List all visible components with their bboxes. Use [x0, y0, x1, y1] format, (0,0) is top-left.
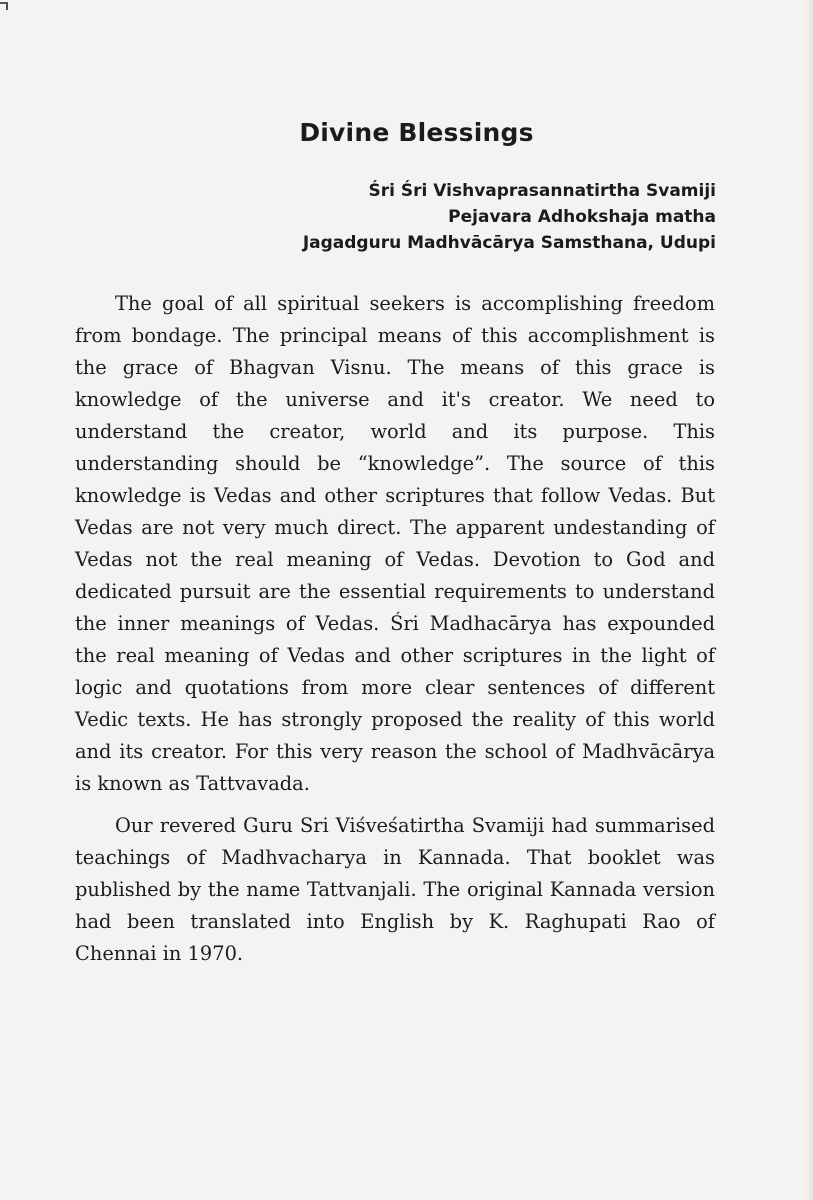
paragraph-1: The goal of all spiritual seekers is accomplishing freedom from bondage. The principal means of this accomplishment is the grace of Bhagvan Visnu. The means of this grace is knowledge of the universe and it's creator. We need to understand the creator, world and its purpose. This understanding should be “knowledge”. The source of this knowledge is Vedas and other scriptures that follow Vedas. But Vedas are not very much direct. The apparent undestanding of Vedas not the real meaning of Vedas. Devotion to God and dedicated pursuit are the essential requirements to understand the inner meanings of Vedas. Śri Madhacārya has expounded the real meaning of Vedas and other scriptures in the light of logic and quotations from more clear sentences of different Vedic texts. He has strongly proposed the reality of this world and its creator. For this very reason the school of Madhvācārya is known as Tattvavada. [75, 292, 715, 795]
body-text [75, 288, 715, 970]
author-block [303, 178, 716, 256]
page-corner-mark [0, 0, 12, 12]
paragraph-2: Our revered Guru Sri Viśveśatirtha Svamiji had summarised teachings of Madhvacharya in Kannada. That booklet was published by the name Tattvanjali. The original Kannada version had been translated into English by K. Raghupati Rao of Chennai in 1970. [75, 814, 715, 965]
page-title: Divine Blessings [299, 118, 534, 147]
author-matha: Pejavara Adhokshaja matha [448, 207, 716, 227]
author-name: Śri Śri Vishvaprasannatirtha Svamiji [368, 181, 716, 201]
author-institution: Jagadguru Madhvācārya Samsthana, Udupi [302, 233, 716, 253]
